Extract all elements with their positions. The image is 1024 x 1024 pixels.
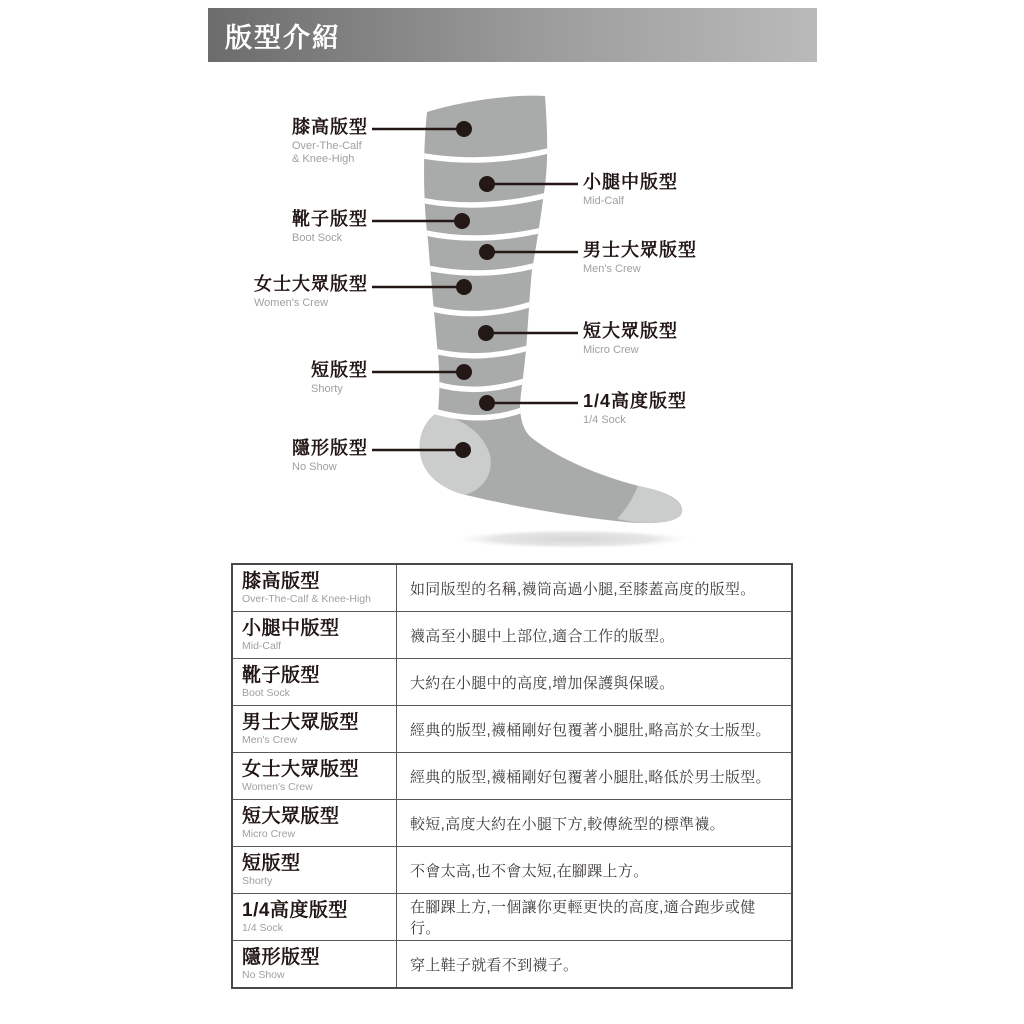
style-spec-table xyxy=(231,563,793,989)
diagram-label-quarter-sock xyxy=(583,391,687,427)
term-description: 如同版型的名稱,襪筒高過小腿,至膝蓋高度的版型。 xyxy=(410,580,756,598)
term-description: 穿上鞋子就看不到襪子。 xyxy=(410,956,579,974)
label-en: Boot Sock xyxy=(292,232,343,244)
sock-shadow xyxy=(448,529,698,549)
term-zh: 1/4高度版型 xyxy=(242,900,348,921)
term-zh: 短版型 xyxy=(242,853,301,874)
term-en: 1/4 Sock xyxy=(242,922,283,934)
diagram-label-womens-crew xyxy=(254,274,368,310)
term-zh: 靴子版型 xyxy=(242,665,321,686)
term-en: Mid-Calf xyxy=(242,640,282,652)
label-en: Micro Crew xyxy=(583,344,639,356)
label-zh: 1/4高度版型 xyxy=(583,391,688,411)
table-row xyxy=(232,706,792,753)
term-en: Men's Crew xyxy=(242,734,298,746)
term-zh: 男士大眾版型 xyxy=(242,712,360,733)
table-row xyxy=(232,659,792,706)
term-zh: 短大眾版型 xyxy=(242,806,340,827)
label-zh: 膝高版型 xyxy=(292,117,368,137)
term-description: 經典的版型,襪桶剛好包覆著小腿肚,略高於女士版型。 xyxy=(410,721,771,739)
term-description: 不會太高,也不會太短,在腳踝上方。 xyxy=(410,862,649,880)
term-description: 經典的版型,襪桶剛好包覆著小腿肚,略低於男士版型。 xyxy=(410,768,771,786)
term-zh: 隱形版型 xyxy=(242,947,321,968)
term-en: Over-The-Calf & Knee-High xyxy=(242,593,371,605)
diagram-label-no-show xyxy=(292,438,368,474)
label-en: Women's Crew xyxy=(254,297,329,309)
label-zh: 女士大眾版型 xyxy=(254,274,368,294)
term-en: Micro Crew xyxy=(242,828,296,840)
term-en: Women's Crew xyxy=(242,781,313,793)
page-title: 版型介紹 xyxy=(225,22,341,53)
table-row xyxy=(232,800,792,847)
label-en: Men's Crew xyxy=(583,263,641,275)
diagram-label-mid-calf xyxy=(583,172,678,208)
label-en: No Show xyxy=(292,461,337,473)
term-description: 在腳踝上方,一個讓你更輕更快的高度,適合跑步或健行。 xyxy=(410,899,756,937)
diagram-label-boot-sock xyxy=(292,209,368,245)
label-zh: 短大眾版型 xyxy=(583,321,678,341)
label-zh: 男士大眾版型 xyxy=(583,240,697,260)
label-en: Over-The-Calf & Knee-High xyxy=(292,140,362,165)
label-zh: 靴子版型 xyxy=(292,209,368,229)
term-zh: 女士大眾版型 xyxy=(242,759,360,780)
diagram-label-mens-crew xyxy=(583,240,697,276)
diagram-label-micro-crew xyxy=(583,321,678,357)
label-en: Mid-Calf xyxy=(583,195,624,207)
label-en: Shorty xyxy=(311,383,343,395)
label-en: 1/4 Sock xyxy=(583,414,626,426)
table-row xyxy=(232,941,792,989)
term-en: Shorty xyxy=(242,875,273,887)
table-row xyxy=(232,847,792,894)
term-zh: 膝高版型 xyxy=(242,571,321,592)
label-zh: 短版型 xyxy=(311,360,368,380)
table-row xyxy=(232,753,792,800)
term-description: 大約在小腿中的高度,增加保護與保暖。 xyxy=(410,674,675,692)
term-en: No Show xyxy=(242,969,285,981)
table-row xyxy=(232,564,792,612)
table-row xyxy=(232,894,792,941)
term-en: Boot Sock xyxy=(242,687,290,699)
term-description: 較短,高度大約在小腿下方,較傳統型的標準襪。 xyxy=(410,815,725,833)
label-zh: 小腿中版型 xyxy=(583,172,678,192)
table-row xyxy=(232,612,792,659)
term-description: 襪高至小腿中上部位,適合工作的版型。 xyxy=(410,627,675,645)
term-zh: 小腿中版型 xyxy=(242,618,340,639)
diagram-label-shorty xyxy=(311,360,368,396)
diagram-label-knee-high xyxy=(292,117,368,166)
label-zh: 隱形版型 xyxy=(292,438,368,458)
